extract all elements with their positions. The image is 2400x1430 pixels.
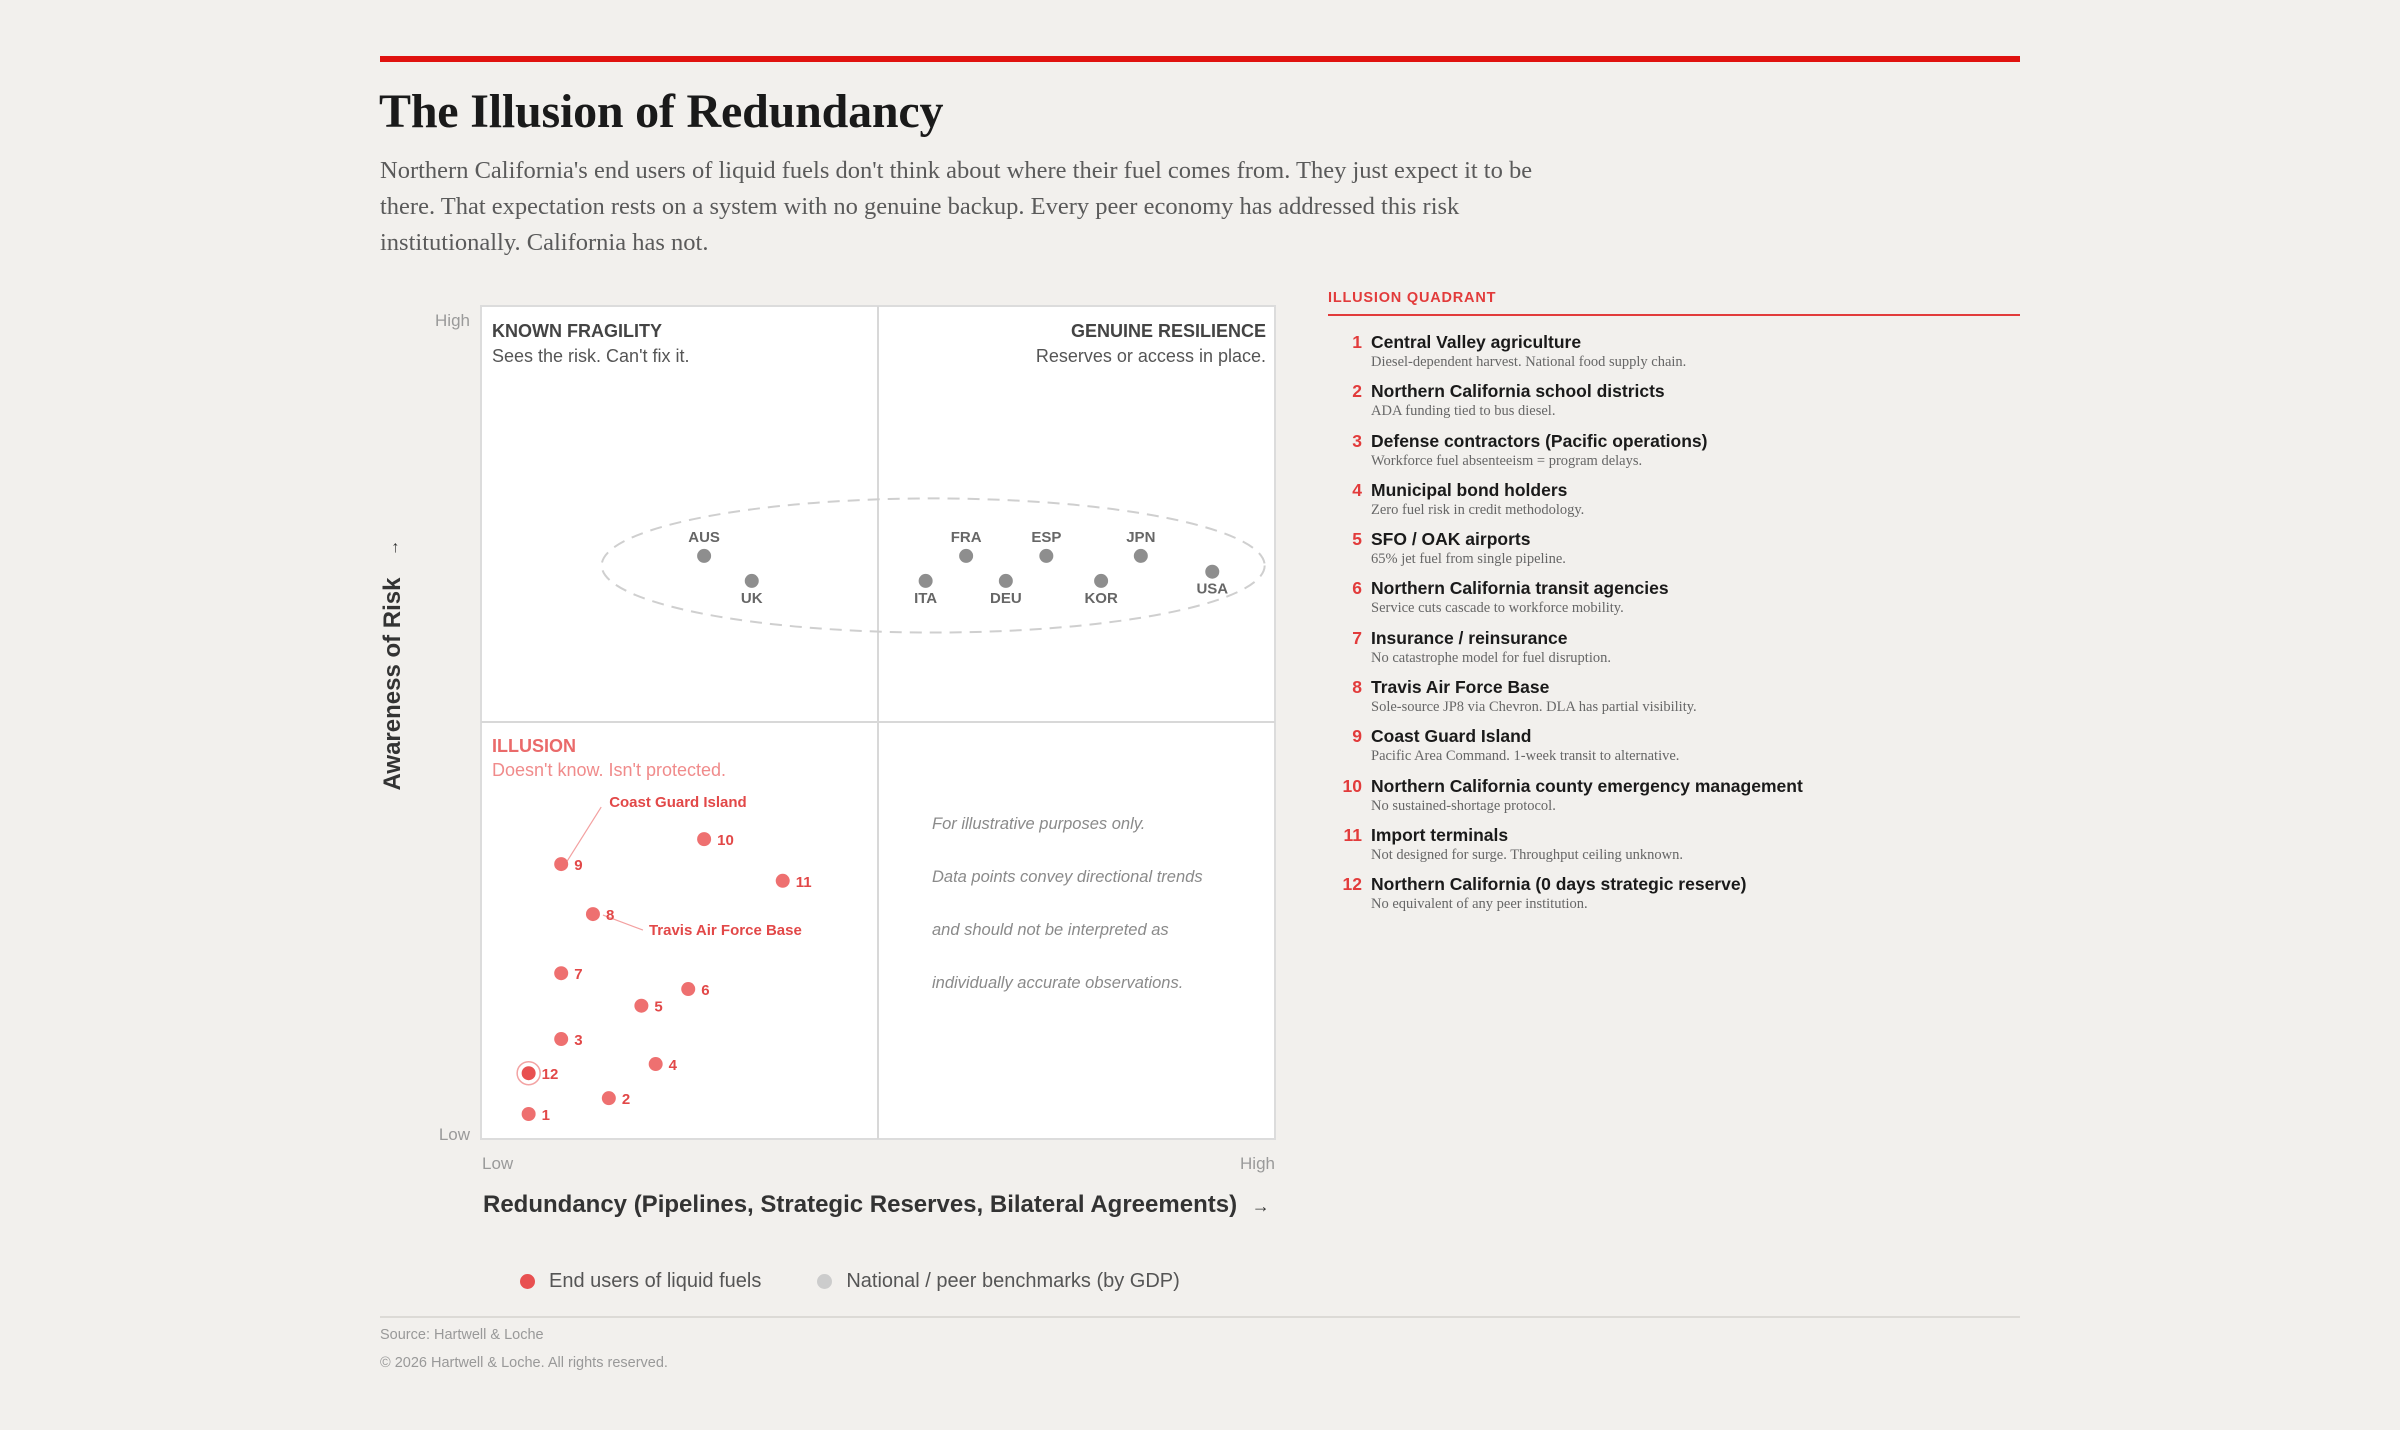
end-user-point [554,966,568,980]
legend-dot-red-icon [520,1274,535,1289]
end-user-label: 9 [574,857,583,875]
list-item-number: 9 [1352,726,1362,747]
benchmark-label: UK [740,589,763,607]
benchmark-point [1039,549,1053,563]
list-item-name: SFO / OAK airports [1371,529,1531,550]
list-item-desc: No sustained-shortage protocol. [1371,797,1556,814]
list-item [1328,577,2020,626]
list-item-body [1371,528,1566,577]
benchmark-label: KOR [1084,589,1118,607]
list-item [1328,380,2020,429]
list-item-number: 7 [1352,627,1362,648]
legend-item-benchmarks [817,1270,1179,1293]
list-item-desc: Not designed for surge. Throughput ceiling unknown. [1371,846,1683,863]
list-item-body [1371,380,1665,429]
quadrant-title-known-fragility: KNOWN FRAGILITY [492,321,662,341]
list-item-body [1371,577,1669,626]
list-item-name: Northern California (0 days strategic reserve) [1371,874,1747,895]
list-item-body [1371,873,1746,922]
end-user-label: 10 [717,832,734,850]
end-user-label: 2 [621,1091,631,1109]
y-tick-high: High [435,311,470,330]
illusion-quadrant-panel [1328,290,2020,923]
end-user-point [586,907,600,921]
x-axis-title-text: Redundancy (Pipelines, Strategic Reserves, Bilateral Agreements) [483,1191,1238,1218]
list-item-body [1371,824,1683,873]
x-axis-arrow-icon: → [1251,1196,1270,1216]
end-user-label: 7 [574,966,583,984]
copyright-note: © 2026 Hartwell & Loche. All rights reserved. [380,1355,668,1371]
end-user-label: 11 [795,873,812,891]
list-item-desc: Zero fuel risk in credit methodology. [1371,501,1585,518]
disclaimer-line-2: Data points convey directional trends [932,868,1203,886]
x-axis-title [483,1191,1270,1218]
list-item-desc: No catastrophe model for fuel disruption. [1371,649,1611,666]
benchmark-point [1134,549,1148,563]
benchmark-point [745,574,759,588]
list-item-number: 8 [1352,677,1362,698]
page-title: The Illusion of Redundancy [379,85,944,138]
end-user-point [697,832,711,846]
benchmark-point [697,549,711,563]
end-user-label: 4 [668,1057,678,1075]
quadrant-subtitle-known-fragility: Sees the risk. Can't fix it. [492,346,690,366]
benchmark-label: USA [1196,580,1229,598]
list-item-body [1371,331,1686,380]
disclaimer-line-3: and should not be interpreted as [932,921,1169,939]
list-item [1328,873,2020,922]
source-note: Source: Hartwell & Loche [380,1327,544,1343]
panel-rule [1328,314,2020,316]
quadrant-subtitle-illusion: Doesn't know. Isn't protected. [492,760,726,780]
list-item-name: Defense contractors (Pacific operations) [1371,430,1708,451]
end-user-label: 3 [574,1032,583,1050]
list-item [1328,676,2020,725]
legend-item-end-users [520,1270,761,1293]
benchmark-label: ESP [1031,528,1062,546]
end-user-point [602,1091,616,1105]
list-item-number: 11 [1343,824,1362,845]
list-item [1328,627,2020,676]
list-item-name: Coast Guard Island [1371,726,1532,747]
list-item-body [1371,725,1679,774]
benchmark-point [959,549,973,563]
x-tick-low: Low [482,1154,514,1173]
end-user-label: 12 [541,1066,559,1084]
list-item-body [1371,479,1584,528]
end-user-point [634,999,648,1013]
y-axis-title [379,540,406,791]
list-item-desc: 65% jet fuel from single pipeline. [1371,551,1566,568]
list-item-desc: Service cuts cascade to workforce mobility. [1371,600,1624,617]
benchmark-label: ITA [914,589,938,607]
quadrant-title-genuine-resilience: GENUINE RESILIENCE [1070,321,1266,341]
benchmark-point [1205,565,1219,579]
callout-travis-air-force-base: Travis Air Force Base [648,922,802,940]
y-axis-title-text: Awareness of Risk [379,577,406,791]
list-item-desc: No equivalent of any peer institution. [1371,896,1588,913]
list-item-desc: Workforce fuel absenteeism = program delays. [1371,452,1643,469]
y-tick-low: Low [438,1125,470,1144]
x-tick-high: High [1240,1154,1275,1173]
disclaimer-line-1: For illustrative purposes only. [932,815,1146,833]
list-item-desc: ADA funding tied to bus diesel. [1371,403,1556,420]
end-user-point [554,857,568,871]
list-item-number: 4 [1352,479,1362,500]
end-user-point [649,1057,663,1071]
list-item [1328,528,2020,577]
end-user-point [776,874,790,888]
list-item-body [1371,430,1707,479]
list-item-number: 1 [1352,332,1362,352]
list-item-name: Central Valley agriculture [1371,332,1582,352]
legend-label-end-users: End users of liquid fuels [549,1270,762,1292]
benchmark-label: DEU [989,589,1022,607]
end-user-point [681,982,695,996]
list-item-desc: Sole-source JP8 via Chevron. DLA has partial visibility. [1371,699,1697,716]
list-item [1328,824,2020,873]
end-user-label: 6 [701,982,710,1000]
end-user-label: 8 [605,907,615,925]
benchmark-label: FRA [950,528,982,546]
end-user-point [522,1066,536,1080]
list-item [1328,479,2020,528]
end-user-point [522,1107,536,1121]
end-user-label: 5 [654,998,663,1016]
list-item-body [1371,775,1803,824]
footer-divider [380,1316,2020,1318]
disclaimer-line-4: individually accurate observations. [932,974,1184,992]
list-item-name: Northern California transit agencies [1371,578,1669,599]
legend [520,1270,1236,1293]
list-item-number: 3 [1352,430,1362,451]
list-item-name: Travis Air Force Base [1371,677,1550,698]
list-item-name: Import terminals [1371,824,1509,845]
y-axis-arrow-icon: → [385,540,402,556]
benchmark-point [999,574,1013,588]
list-item-name: Northern California school districts [1371,381,1665,402]
list-item-name: Northern California county emergency management [1371,775,1803,796]
list-item-number: 5 [1352,529,1362,550]
illusion-list [1328,331,2020,923]
benchmark-label: JPN [1126,528,1156,546]
list-item-name: Municipal bond holders [1371,479,1568,500]
list-item-number: 6 [1352,578,1362,599]
benchmark-point [919,574,933,588]
list-item [1328,725,2020,774]
list-item [1328,430,2020,479]
page-subtitle: Northern California's end users of liquid fuels don't think about where their fuel comes from. They just expect it to be there. That expectation rests on a system with no genuine backup. Every peer economy has addressed this risk institutionally. California has not. [380,157,1533,256]
quadrant-subtitle-genuine-resilience: Reserves or access in place. [1035,346,1266,366]
benchmark-label: AUS [688,528,720,546]
list-item-body [1371,676,1697,725]
list-item-number: 2 [1352,381,1362,402]
list-item-desc: Pacific Area Command. 1-week transit to alternative. [1371,748,1680,765]
list-item [1328,775,2020,824]
list-item [1328,331,2020,380]
list-item-name: Insurance / reinsurance [1371,627,1568,648]
list-item-number: 12 [1342,874,1362,895]
end-user-label: 1 [541,1107,550,1125]
benchmark-point [1094,574,1108,588]
panel-header: ILLUSION QUADRANT [1328,290,1497,306]
list-item-number: 10 [1342,775,1362,796]
list-item-desc: Diesel-dependent harvest. National food supply chain. [1371,354,1687,370]
callout-coast-guard-island: Coast Guard Island [609,794,747,812]
legend-dot-grey-icon [817,1274,832,1289]
end-user-point [554,1032,568,1046]
list-item-body [1371,627,1611,676]
legend-label-benchmarks: National / peer benchmarks (by GDP) [846,1270,1180,1292]
quadrant-title-illusion: ILLUSION [492,736,576,756]
